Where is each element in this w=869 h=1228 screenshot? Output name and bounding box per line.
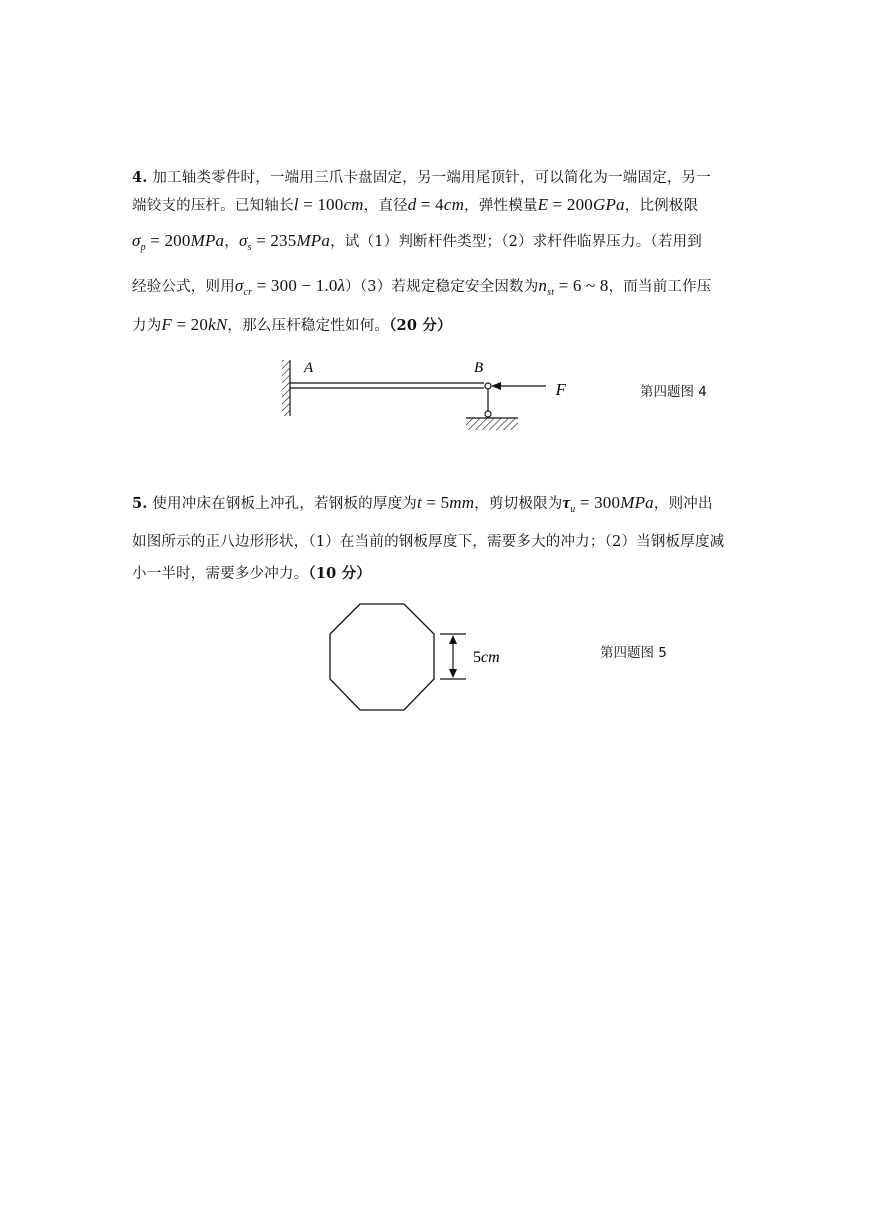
q4-figure-caption: 第四题图 4	[640, 384, 707, 400]
q4-text-2e: ，直径	[363, 198, 408, 214]
q4-var-l: l	[293, 195, 299, 214]
q5-text-1e: ，剪切极限为	[474, 496, 563, 512]
q5-unit-t: mm	[449, 493, 475, 512]
q5-val-tau: = 300	[575, 493, 621, 512]
q4-sigma-p: σ	[132, 231, 141, 250]
ground-hatch	[466, 418, 518, 430]
q5-number: 5.	[132, 495, 148, 512]
octagon	[330, 604, 434, 710]
q5-figure	[320, 598, 520, 718]
q5-figure-caption: 第四题图 5	[600, 645, 667, 661]
q4-val-l: = 100	[298, 195, 344, 214]
q4-sub-cr: cr	[243, 287, 253, 298]
q4-line-3	[132, 230, 752, 253]
q4-text-2m: ，比例极限	[624, 198, 699, 214]
q4-text-4f: ）（3）若规定稳定安全因数为	[345, 279, 539, 295]
q5-points: （10 分）	[308, 565, 372, 582]
q4-text-5a: 力为	[132, 318, 162, 334]
q4-text-2a: 端铰支的压杆。已知轴长	[132, 198, 294, 214]
q4-unit-sp: MPa	[190, 231, 225, 250]
q4-val-E: = 200	[548, 195, 593, 214]
dim-arrow-bottom	[449, 669, 457, 678]
q5-text-1j: ，则冲出	[653, 496, 713, 512]
q4-comma: ，	[224, 234, 239, 250]
q4-lambda: λ	[337, 276, 346, 295]
q4-unit-F: kN	[208, 315, 228, 334]
q5-unit-tau: MPa	[620, 493, 654, 512]
q4-var-F: F	[161, 315, 172, 334]
dim-unit: cm	[481, 649, 500, 666]
dim-value: 5	[473, 649, 481, 666]
q4-var-E: E	[537, 195, 549, 214]
q4-text-2i: ，弹性模量	[464, 198, 538, 214]
q4-unit-E: GPa	[593, 195, 625, 214]
q4-unit-d: cm	[443, 195, 465, 214]
q4-text-5e: ，那么压杆稳定性如何。	[227, 318, 390, 334]
q5-line-2: 如图所示的正八边形形状，（1）在当前的钢板厚度下，需要多大的冲力；（2）当钢板厚度减	[132, 534, 725, 550]
q4-unit-ss: MPa	[296, 231, 331, 250]
q4-text-4j: ，而当前工作压	[608, 279, 712, 295]
dim-label	[473, 649, 500, 666]
q4-var-n: n	[538, 276, 548, 295]
q5-line-3	[132, 562, 752, 583]
q4-val-sp: = 200	[145, 231, 191, 250]
q4-val-n: = 6 ~ 8	[554, 276, 609, 295]
q4-line-4	[132, 275, 752, 298]
q5-tau: τ	[562, 493, 571, 512]
q4-text-3j: ，试（1）判断杆件类型；（2）求杆件临界压力。（若用到	[330, 234, 702, 250]
q4-formula: = 300 − 1.0	[252, 276, 338, 295]
q4-sigma-s: σ	[238, 231, 248, 250]
q5-val-t: = 5	[421, 493, 450, 512]
q4-val-d: = 4	[416, 195, 444, 214]
q4-sigma-cr: σ	[234, 276, 244, 295]
q5-text-3a: 小一半时，需要多少冲力。	[132, 566, 309, 582]
q4-sub-s: s	[247, 242, 252, 253]
q5-var-t: t	[416, 493, 422, 512]
pin-joint-top	[485, 383, 491, 389]
q4-number: 4.	[132, 169, 148, 186]
q4-figure	[270, 352, 570, 442]
q4-text-4a: 经验公式，则用	[132, 279, 235, 295]
q5-line-1	[132, 492, 752, 515]
dim-arrow-top	[449, 635, 457, 644]
q5-text-1a: 使用冲床在钢板上冲孔，若钢板的厚度为	[152, 496, 417, 512]
q4-val-ss: = 235	[251, 231, 297, 250]
q4-line-2	[132, 194, 752, 215]
fixed-support-hatch	[282, 360, 290, 416]
q5-sub-u: u	[570, 504, 576, 515]
pin-joint-bottom	[485, 411, 491, 417]
label-F: F	[555, 380, 566, 399]
label-B: B	[474, 360, 484, 376]
q4-line-5	[132, 314, 752, 335]
q4-sub-p: p	[140, 242, 146, 253]
q4-text-1: 加工轴类零件时，一端用三爪卡盘固定，另一端用尾顶针，可以简化为一端固定，另一	[152, 170, 711, 186]
q4-line-1	[132, 166, 752, 187]
q4-sub-st: st	[547, 287, 555, 298]
q4-val-F: = 20	[172, 315, 209, 334]
q4-unit-l: cm	[343, 195, 364, 214]
q4-points: （20 分）	[389, 317, 452, 334]
q4-var-d: d	[407, 195, 417, 214]
force-arrow-head	[491, 382, 501, 390]
label-A: A	[304, 360, 314, 376]
